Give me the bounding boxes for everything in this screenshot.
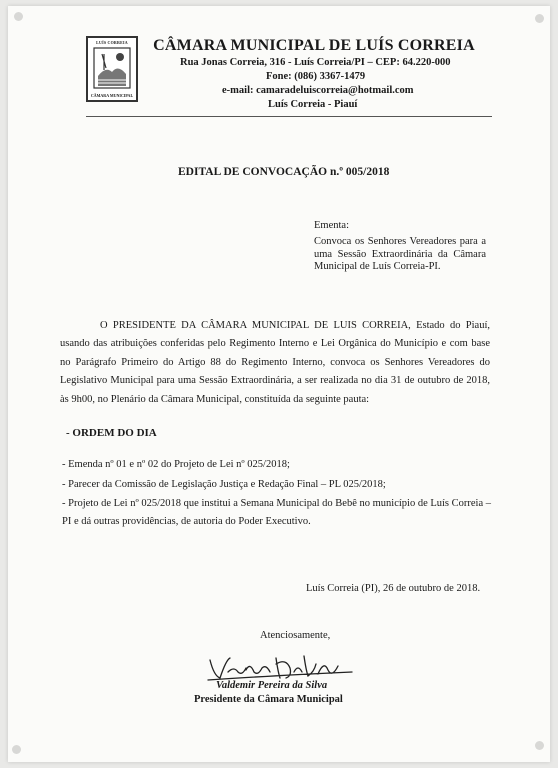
- agenda-item: - Parecer da Comissão de Legislação Justiça e Redação Final – PL 025/2018;: [62, 479, 386, 490]
- page-corner-mark: [14, 12, 23, 21]
- address-line: Rua Jonas Correia, 316 - Luís Correia/PI – CEP: 64.220-000: [180, 57, 451, 68]
- seal-top-text: LUÍS CORREIA: [96, 40, 128, 45]
- agenda-item: - Projeto de Lei nº 025/2018 que institui a Semana Municipal do Bebê no município de Luís Correia – PI e dá outras providências, de autoria do Poder Executivo.: [62, 498, 492, 528]
- page-corner-mark: [12, 745, 21, 754]
- signer-name: Valdemir Pereira da Silva: [216, 680, 328, 691]
- agenda-heading: - ORDEM DO DIA: [66, 427, 157, 439]
- signer-role: Presidente da Câmara Municipal: [194, 694, 343, 705]
- document-title: EDITAL DE CONVOCAÇÃO n.º 005/2018: [178, 166, 390, 178]
- dateline: Luís Correia (PI), 26 de outubro de 2018.: [306, 583, 481, 594]
- seal-bottom-text: CÂMARA MUNICIPAL: [90, 93, 134, 98]
- org-name: CÂMARA MUNICIPAL DE LUÍS CORREIA: [153, 37, 475, 54]
- ementa-text: Convoca os Senhores Vereadores para a uma Sessão Extraordinária da Câmara Municipal de Luís Correia-PI.: [314, 236, 486, 272]
- municipal-seal: [86, 36, 138, 102]
- seal-emblem-icon: [92, 46, 132, 94]
- convocation-body: O PRESIDENTE DA CÂMARA MUNICIPAL DE LUIS CORREIA, Estado do Piauí, usando das atribuições conferidas pelo Regimento Interno e Lei Orgânica do Município e com base no Parágrafo Primeiro do Artigo 88 do Regimento Interno, convoca os Senhores Vereadores do Legislativo Municipal para uma Sessão Extraordinária, a ser realizada no dia 31 de outubro de 2018, às 9h00, no Plenário da Câmara Municipal, constituída da seguinte pauta:: [60, 320, 490, 405]
- page-corner-mark: [535, 741, 544, 750]
- closing: Atenciosamente,: [260, 630, 331, 641]
- phone-line: Fone: (086) 3367-1479: [266, 71, 366, 82]
- header-divider: [86, 116, 492, 117]
- page-corner-mark: [535, 14, 544, 23]
- email-line: e-mail: camaradeluiscorreia@hotmail.com: [222, 85, 414, 96]
- agenda-item: - Emenda nº 01 e nº 02 do Projeto de Lei nº 025/2018;: [62, 459, 290, 470]
- city-line: Luís Correia - Piauí: [268, 99, 358, 110]
- ementa-label: Ementa:: [314, 220, 349, 231]
